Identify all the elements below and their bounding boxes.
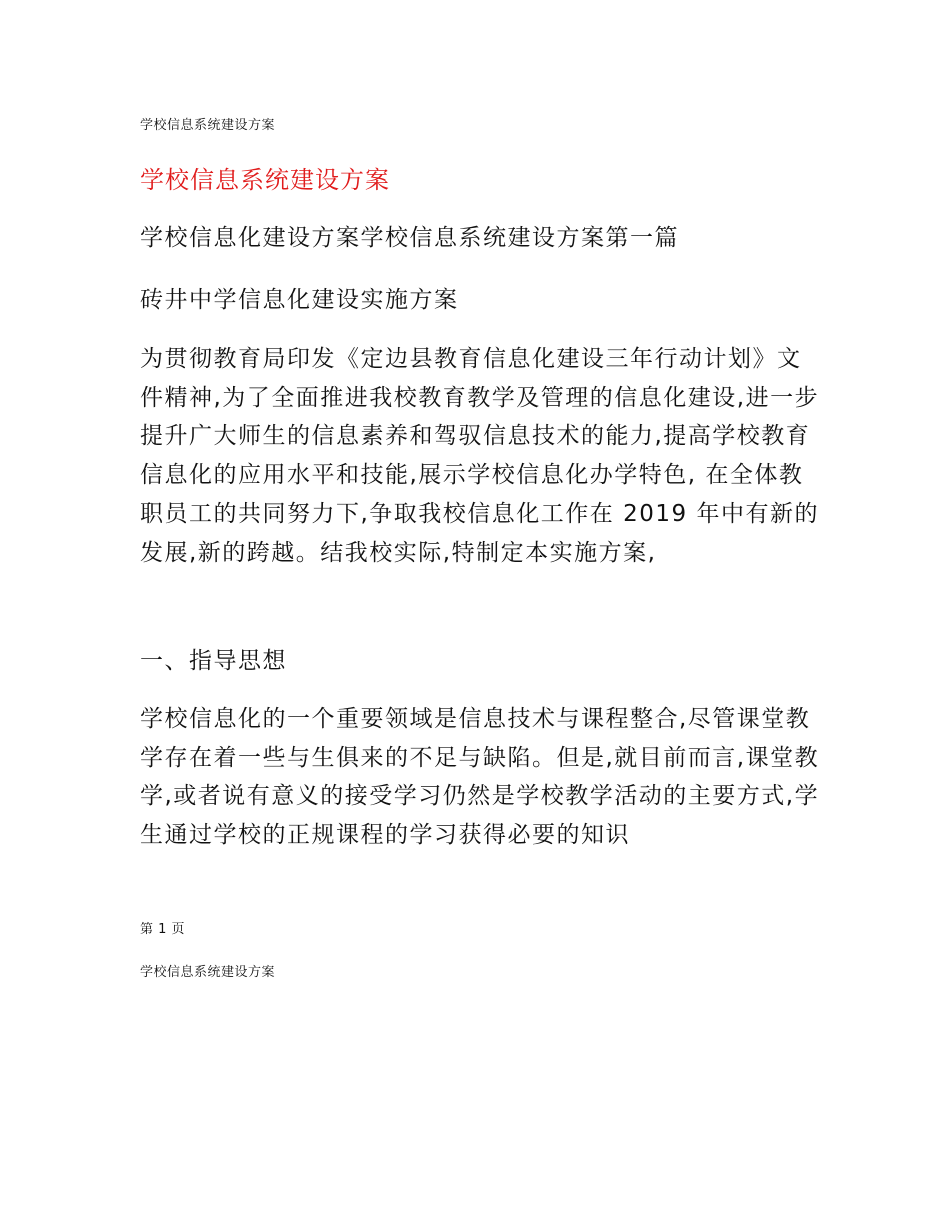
- document-title: 学校信息系统建设方案: [140, 166, 390, 194]
- next-page-running-header: 学校信息系统建设方案: [140, 965, 276, 980]
- running-header: 学校信息系统建设方案: [140, 118, 276, 133]
- paragraph-guiding-ideology: 学校信息化的一个重要领域是信息技术与课程整合,尽管课堂教学存在着一些与生俱来的不足与缺陷。但是,就目前而言,课堂教学,或者说有意义的接受学习仍然是学校教学活动的主要方式,学生通过学校的正规课程的学习获得必要的知识: [140, 706, 820, 849]
- paragraph-intro: 为贯彻教育局印发《定边县教育信息化建设三年行动计划》文件精神,为了全面推进我校教育教学及管理的信息化建设,进一步提升广大师生的信息素养和驾驭信息技术的能力,提高学校教育信息化的应用水平和技能,展示学校信息化办学特色, 在全体教职员工的共同努力下,争取我校信息化工作在 2019 年中有新的发展,新的跨越。结我校实际,特制定本实施方案,: [140, 346, 820, 566]
- section-heading-guiding-ideology: 一、指导思想: [140, 648, 287, 674]
- heading-chapter: 学校信息化建设方案学校信息系统建设方案第一篇: [140, 225, 679, 251]
- heading-plan-name: 砖井中学信息化建设实施方案: [140, 287, 459, 313]
- page-number: 第 1 页: [140, 922, 186, 937]
